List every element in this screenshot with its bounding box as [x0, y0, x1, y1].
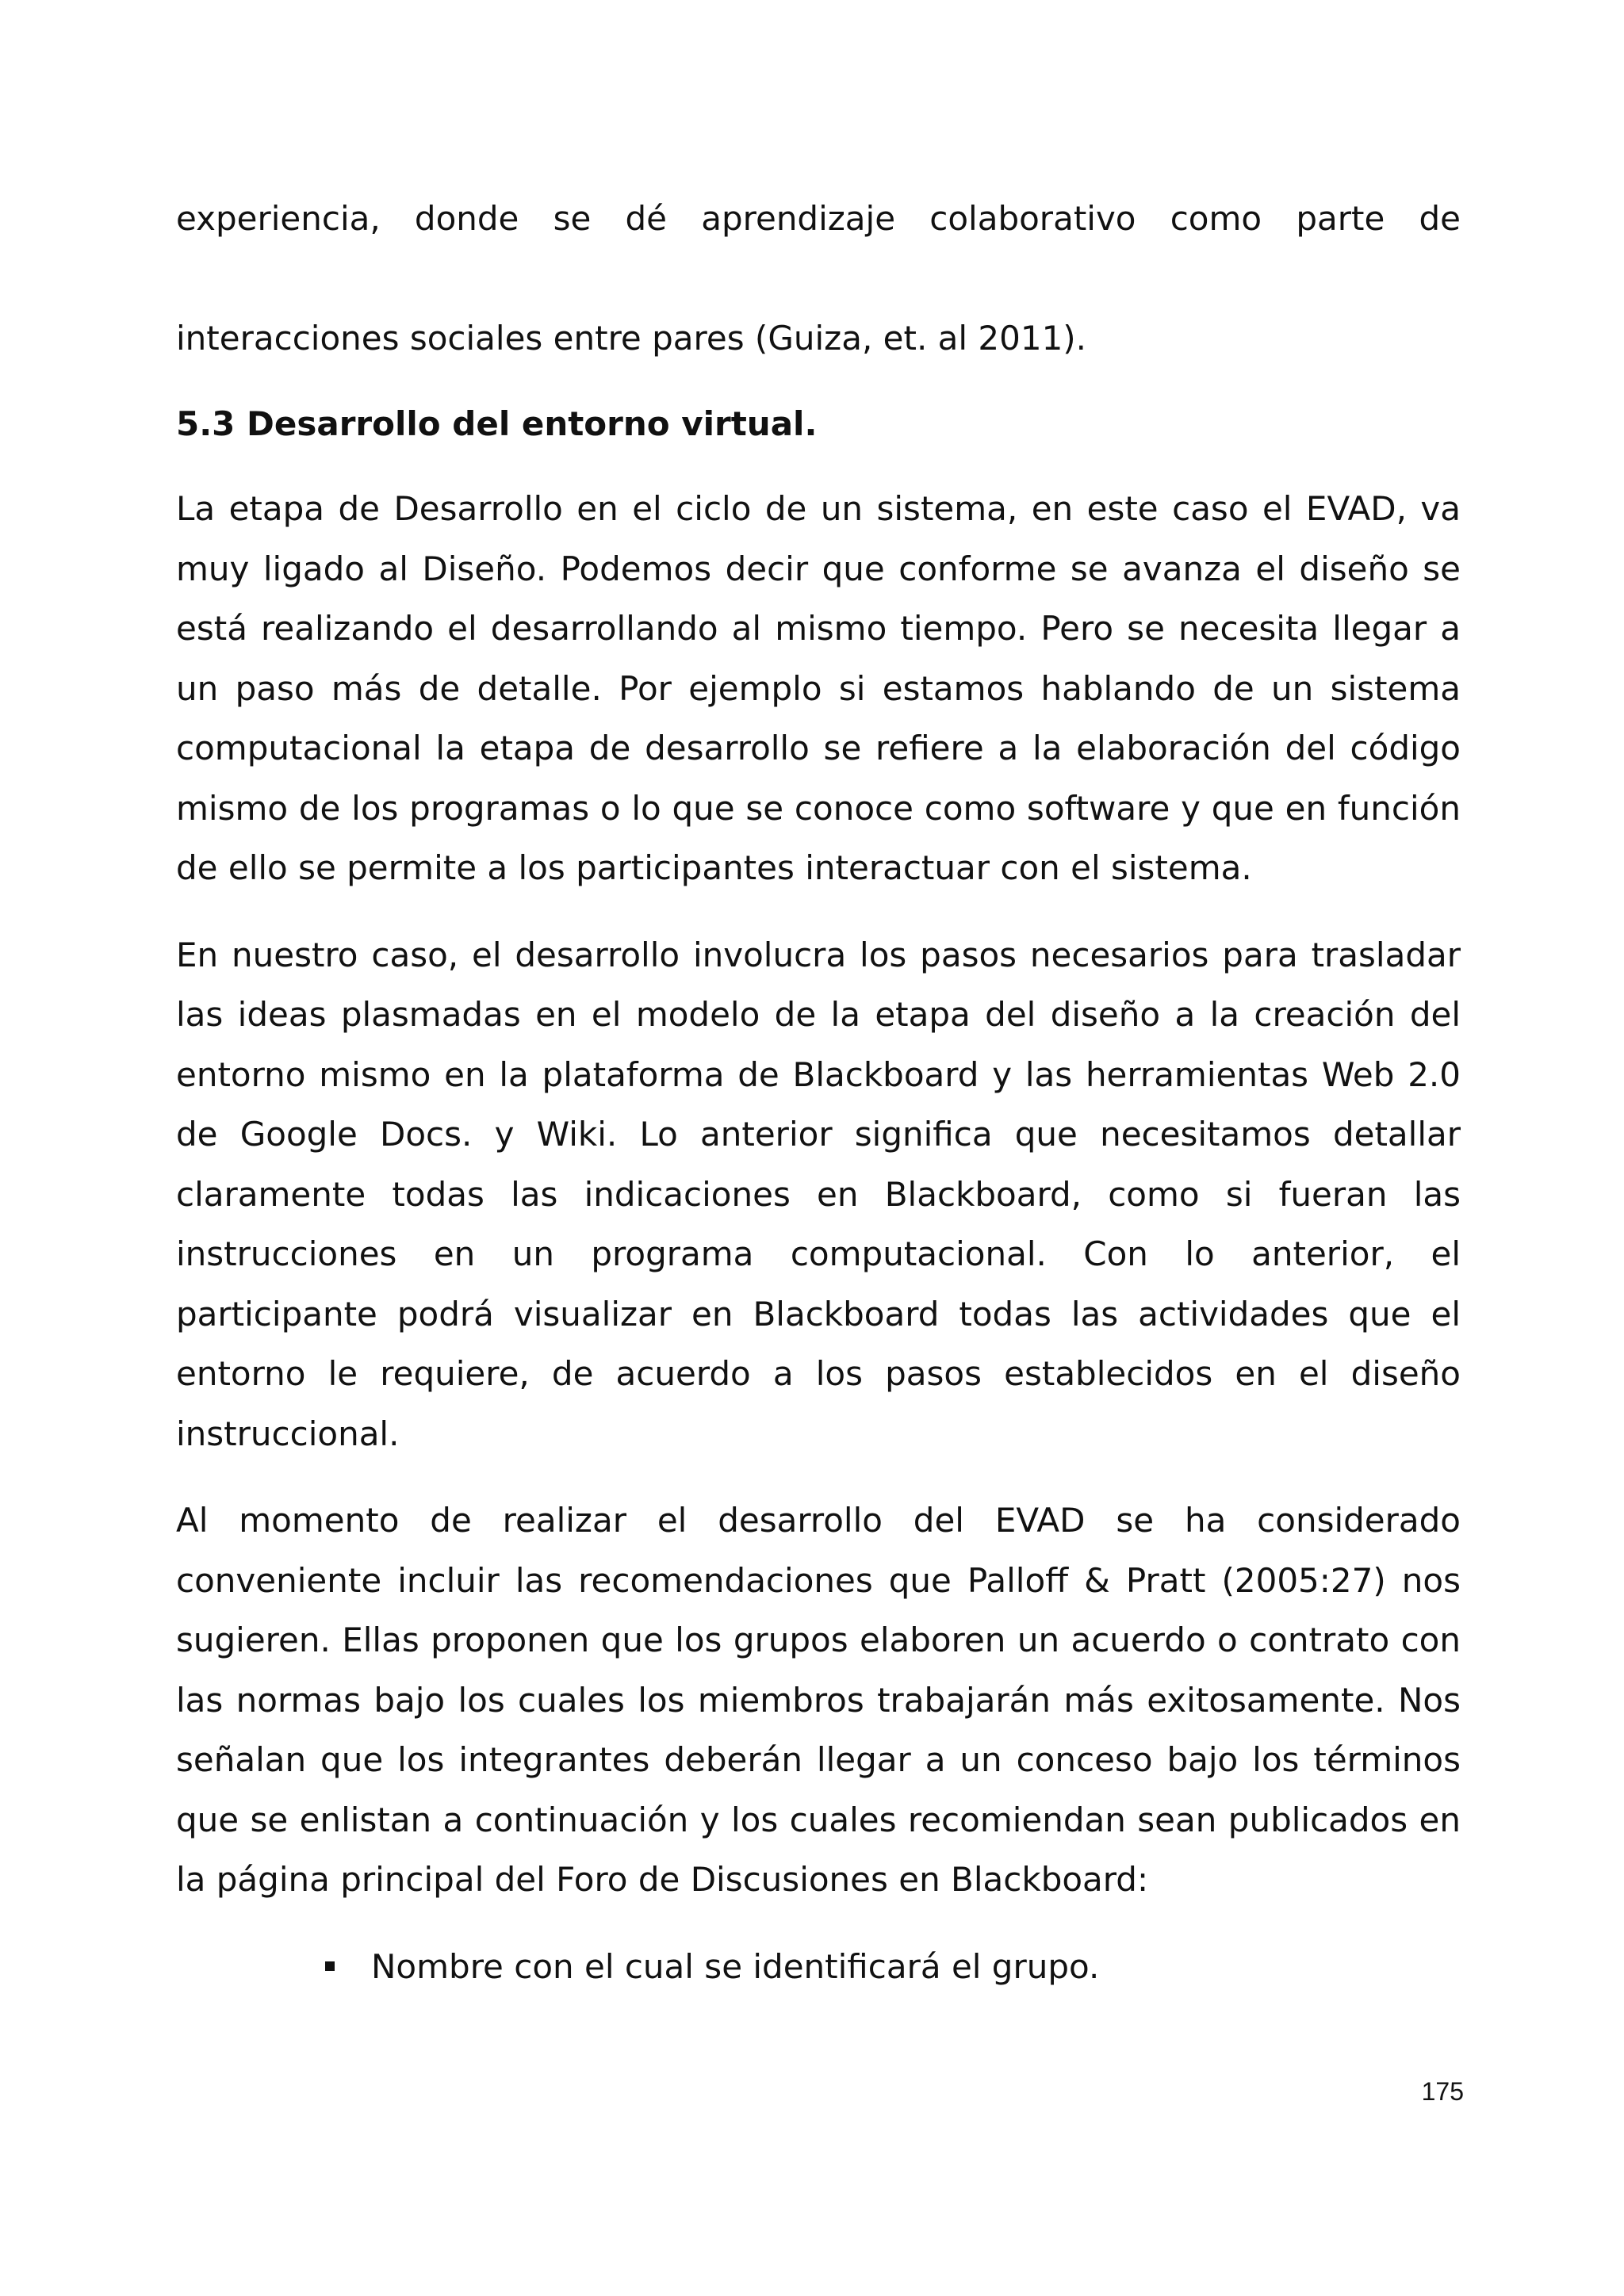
- square-bullet-icon: [325, 1961, 335, 1971]
- intro-paragraph-line-2: interacciones sociales entre pares (Guiza, et. al 2011).: [176, 319, 1087, 358]
- body-paragraph-2: En nuestro caso, el desarrollo involucra los pasos necesarios para trasladar las ideas plasmadas en el modelo de la etapa del diseño a la creación del entorno mismo en la plataforma de Blackboard y las herramientas Web 2.0 de Google Docs. y Wiki. Lo anterior significa que necesitamos detallar claramente todas las indicaciones en Blackboard, como si fueran las instrucciones en un programa computacional. Con lo anterior, el participante podrá visualizar en Blackboard todas las actividades que el entorno le requiere, de acuerdo a los pasos establecidos en el diseño instruccional.: [176, 935, 1461, 1453]
- bullet-item-text: Nombre con el cual se identificará el grupo.: [371, 1946, 1100, 1986]
- bullet-list: [176, 1937, 1461, 1997]
- body-paragraph-1: La etapa de Desarrollo en el ciclo de un sistema, en este caso el EVAD, va muy ligado al Diseño. Podemos decir que conforme se avanza el diseño se está realizando el desarrollando al mismo tiempo. Pero se necesita llegar a un paso más de detalle. Por ejemplo si estamos hablando de un sistema computacional la etapa de desarrollo se refiere a la elaboración del código mismo de los programas o lo que se conoce como software y que en función de ello se permite a los participantes interactuar con el sistema.: [176, 489, 1461, 887]
- body-paragraph-3: Al momento de realizar el desarrollo del EVAD se ha considerado conveniente incluir las recomendaciones que Palloff & Pratt (2005:27) nos sugieren. Ellas proponen que los grupos elaboren un acuerdo o contrato con las normas bajo los cuales los miembros trabajarán más exitosamente. Nos señalan que los integrantes deberán llegar a un conceso bajo los términos que se enlistan a continuación y los cuales recomiendan sean publicados en la página principal del Foro de Discusiones en Blackboard:: [176, 1501, 1461, 1899]
- intro-paragraph-line-1: experiencia, donde se dé aprendizaje colaborativo como parte de: [176, 199, 1461, 238]
- bullet-item: [176, 1937, 1461, 1997]
- section-heading: 5.3 Desarrollo del entorno virtual.: [176, 404, 818, 443]
- page-number: 175: [1421, 2077, 1464, 2106]
- page-content: [176, 189, 1461, 1996]
